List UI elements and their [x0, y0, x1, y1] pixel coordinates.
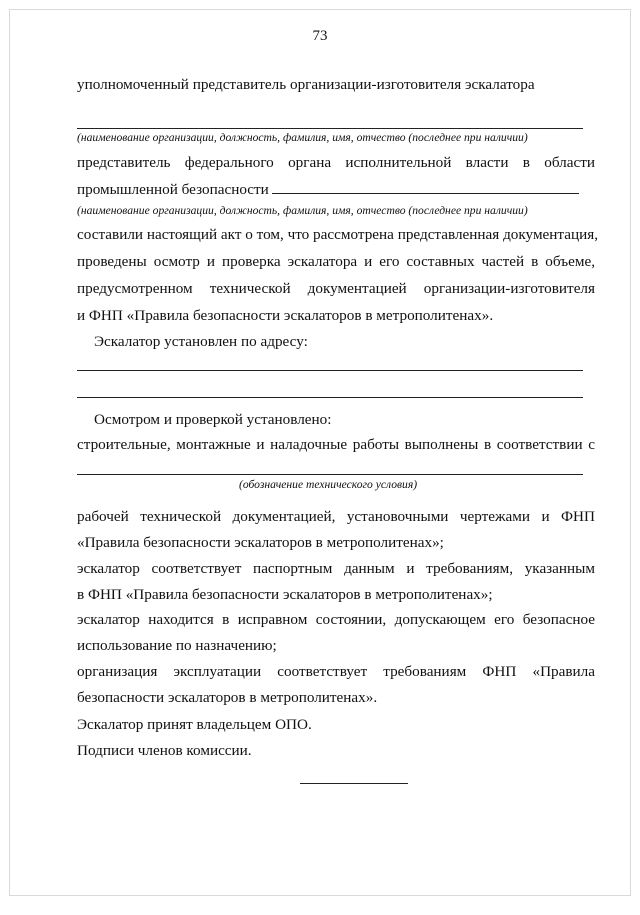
text-line: промышленной безопасности	[77, 181, 269, 198]
text-line: проведены осмотр и проверка эскалатора и его составных частей в объеме,	[77, 253, 595, 270]
text-line: рабочей технической документацией, установочными чертежами и ФНП	[77, 508, 595, 525]
text-line: эскалатор находится в исправном состоянии, допускающем его безопасное	[77, 611, 595, 628]
text-line: организация эксплуатации соответствует требованиям ФНП «Правила	[77, 663, 595, 680]
text-line: безопасности эскалаторов в метрополитенах».	[77, 689, 378, 706]
text-line: предусмотренном технической документацией организации-изготовителя	[77, 280, 595, 297]
text-line: и ФНП «Правила безопасности эскалаторов в метрополитенах».	[77, 307, 494, 324]
blank-line-technical-condition	[77, 474, 583, 475]
text-line: представитель федерального органа исполнительной власти в области	[77, 154, 595, 171]
text-line: Подписи членов комиссии.	[77, 742, 252, 759]
page-number: 73	[312, 28, 328, 44]
text-line: строительные, монтажные и наладочные работы выполнены в соответствии с	[77, 436, 595, 453]
text-line: Эскалатор принят владельцем ОПО.	[77, 716, 312, 733]
text-line: Эскалатор установлен по адресу:	[94, 333, 308, 350]
text-line: в ФНП «Правила безопасности эскалаторов в метрополитенах»;	[77, 586, 493, 603]
blank-line-representative	[272, 193, 579, 194]
field-hint: (наименование организации, должность, фамилия, имя, отчество (последнее при наличии)	[77, 131, 528, 144]
text-line: составили настоящий акт о том, что рассмотрена представленная документация,	[77, 226, 599, 243]
blank-line-organization	[77, 128, 583, 129]
text-line: «Правила безопасности эскалаторов в метрополитенах»;	[77, 534, 444, 551]
end-separator	[300, 783, 408, 784]
field-hint: (наименование организации, должность, фамилия, имя, отчество (последнее при наличии)	[77, 204, 528, 217]
text-line: уполномоченный представитель организации-изготовителя эскалатора	[77, 76, 535, 93]
document-page	[10, 10, 630, 895]
blank-line-address-1	[77, 370, 583, 371]
field-hint: (обозначение технического условия)	[239, 478, 418, 491]
text-line: Осмотром и проверкой установлено:	[94, 411, 332, 428]
text-line: эскалатор соответствует паспортным данным и требованиям, указанным	[77, 560, 595, 577]
blank-line-address-2	[77, 397, 583, 398]
text-line: использование по назначению;	[77, 637, 277, 654]
